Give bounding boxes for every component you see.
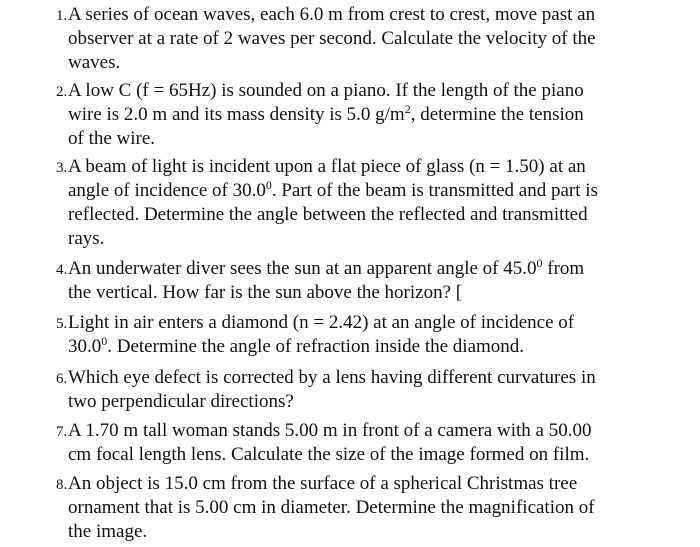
problem-number: 7. (56, 424, 68, 440)
problem-7 (56, 419, 676, 467)
problem-4 (56, 257, 676, 305)
line-segment: from (542, 258, 585, 279)
problem-line (68, 178, 676, 203)
problem-line: observer at a rate of 2 waves per second. Calculate the velocity of the (68, 28, 596, 49)
problem-line: the vertical. How far is the sun above the horizon? [ (68, 282, 463, 303)
problem-line: reflected. Determine the angle between the reflected and transmitted (68, 204, 588, 225)
problem-text (56, 155, 676, 251)
problem-line (68, 102, 676, 127)
problem-5 (56, 311, 676, 359)
problem-text (56, 419, 676, 467)
line-segment: angle of incidence of 30.0 (68, 180, 266, 201)
problem-text (56, 257, 676, 305)
problem-line: A beam of light is incident upon a flat piece of glass (n = 1.50) at an (68, 156, 586, 177)
superscript: 0 (536, 256, 543, 270)
problem-1 (56, 3, 676, 75)
problem-line (68, 256, 676, 281)
line-segment: wire is 2.0 m and its mass density is 5.0 g/m (68, 104, 405, 125)
line-segment: . Determine the angle of refraction inside the diamond. (107, 336, 525, 357)
problem-line: rays. (68, 228, 105, 249)
problem-line: the image. (68, 521, 148, 542)
superscript: 0 (265, 178, 272, 192)
problem-line: ornament that is 5.00 cm in diameter. Determine the magnification of (68, 497, 595, 518)
problem-number: 1. (56, 8, 68, 24)
line-segment: , determine the tension (410, 104, 584, 125)
superscript: 2 (404, 102, 411, 116)
problem-number: 8. (56, 477, 68, 493)
problem-number: 3. (56, 160, 68, 176)
problem-6 (56, 366, 676, 414)
problem-text (56, 3, 676, 75)
problem-line: two perpendicular directions? (68, 391, 294, 412)
problem-line: A 1.70 m tall woman stands 5.00 m in front of a camera with a 50.00 (68, 420, 592, 441)
problem-number: 2. (56, 84, 68, 100)
problem-line: of the wire. (68, 128, 156, 149)
problem-line (68, 334, 676, 359)
problem-line: waves. (68, 52, 121, 73)
problem-line: A low C (f = 65Hz) is sounded on a piano. If the length of the piano (68, 80, 584, 101)
problem-line: Light in air enters a diamond (n = 2.42) at an angle of incidence of (68, 312, 575, 333)
problem-line: cm focal length lens. Calculate the size of the image formed on film. (68, 444, 590, 465)
problem-number: 5. (56, 316, 68, 332)
problem-number: 4. (56, 262, 68, 278)
problem-number: 6. (56, 371, 68, 387)
problem-text (56, 79, 676, 151)
problem-text (56, 311, 676, 359)
problem-text (56, 366, 676, 414)
line-segment: An underwater diver sees the sun at an apparent angle of 45.0 (68, 258, 537, 279)
problem-line: A series of ocean waves, each 6.0 m from crest to crest, move past an (68, 4, 596, 25)
problem-3 (56, 155, 676, 251)
line-segment: 30.0 (68, 336, 102, 357)
problem-line: An object is 15.0 cm from the surface of a spherical Christmas tree (68, 473, 578, 494)
line-segment: . Part of the beam is transmitted and part is (271, 180, 598, 201)
problem-line: Which eye defect is corrected by a lens having different curvatures in (68, 367, 596, 388)
problem-8 (56, 472, 676, 544)
superscript: 0 (101, 334, 108, 348)
problem-text (56, 472, 676, 544)
problem-2 (56, 79, 676, 151)
